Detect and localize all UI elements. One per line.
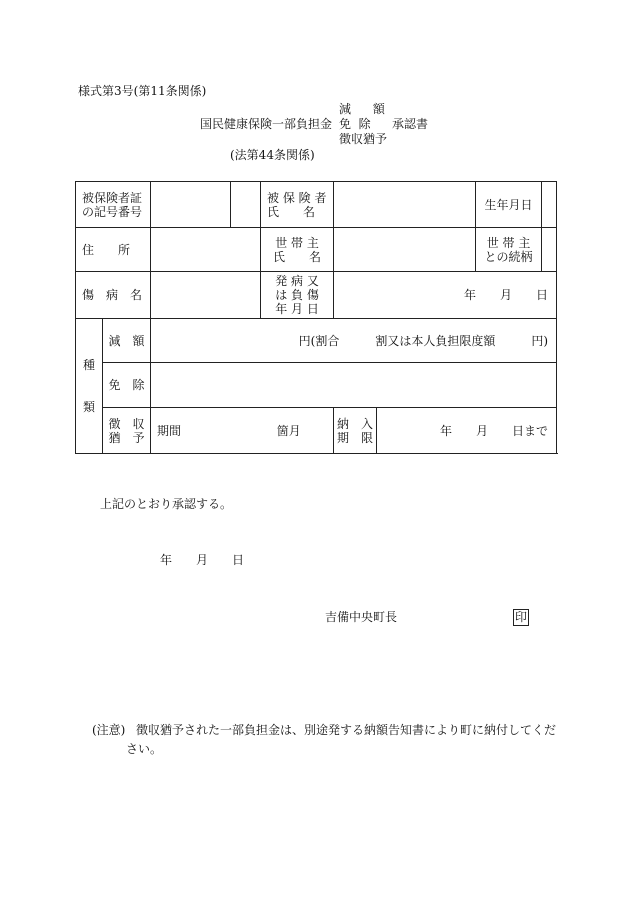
approval-text: 上記のとおり承認する。 xyxy=(100,497,233,511)
relation-label: 世 帯 主 との続柄 xyxy=(476,228,542,272)
due-date-value[interactable]: 年 月 日まで xyxy=(377,408,557,454)
date-line: 年 月 日 xyxy=(160,553,245,567)
exemption-value[interactable] xyxy=(151,363,557,408)
relation-value[interactable] xyxy=(542,228,557,272)
months-label: 箇月 xyxy=(276,423,301,438)
period-value[interactable] xyxy=(151,408,334,454)
signer-title: 吉備中央町長 xyxy=(325,610,398,624)
note-text-line2: さい。 xyxy=(126,742,163,756)
insured-number-value[interactable] xyxy=(151,182,231,228)
deferral-label: 徴 収 猶 予 xyxy=(103,408,151,454)
type-label: 種 類 xyxy=(76,319,103,454)
approval-form-table xyxy=(75,181,557,454)
reduction-value[interactable]: 円(割合 割又は本人負担限度額 円) xyxy=(151,319,557,363)
insured-number-label: 被保険者証 の記号番号 xyxy=(76,182,151,228)
title-option-reduction: 減 額 xyxy=(339,102,385,116)
due-date-label: 納 入 期 限 xyxy=(334,408,377,454)
illness-label: 傷 病 名 xyxy=(76,272,151,319)
exemption-label: 免 除 xyxy=(103,363,151,408)
note-text-line1: 徴収猶予された一部負担金は、別途発する納額告知書により町に納付してくだ xyxy=(136,723,557,737)
form-number: 様式第3号(第11条関係) xyxy=(78,84,207,98)
illness-value[interactable] xyxy=(151,272,261,319)
period-label: 期間 xyxy=(157,423,182,438)
householder-name-label: 世 帯 主 氏 名 xyxy=(261,228,334,272)
law-reference: (法第44条関係) xyxy=(230,148,315,162)
title-option-deferral: 徴収猶予 xyxy=(339,132,388,146)
note-label: (注意) xyxy=(92,723,126,737)
address-label: 住 所 xyxy=(76,228,151,272)
insured-name-label: 被 保 険 者 氏 名 xyxy=(261,182,334,228)
title-suffix: 承認書 xyxy=(392,117,429,131)
title-option-exemption: 免 除 xyxy=(339,117,371,131)
householder-name-value[interactable] xyxy=(334,228,476,272)
insured-name-value[interactable] xyxy=(334,182,476,228)
reduction-label: 減 額 xyxy=(103,319,151,363)
title-main: 国民健康保険一部負担金 xyxy=(200,117,333,131)
birth-date-value[interactable] xyxy=(542,182,557,228)
address-value[interactable] xyxy=(151,228,261,272)
birth-date-label: 生年月日 xyxy=(476,182,542,228)
onset-date-value[interactable]: 年 月 日 xyxy=(334,272,557,319)
seal-mark: 印 xyxy=(514,610,527,624)
onset-date-label: 発 病 又 は 負 傷 年 月 日 xyxy=(261,272,334,319)
